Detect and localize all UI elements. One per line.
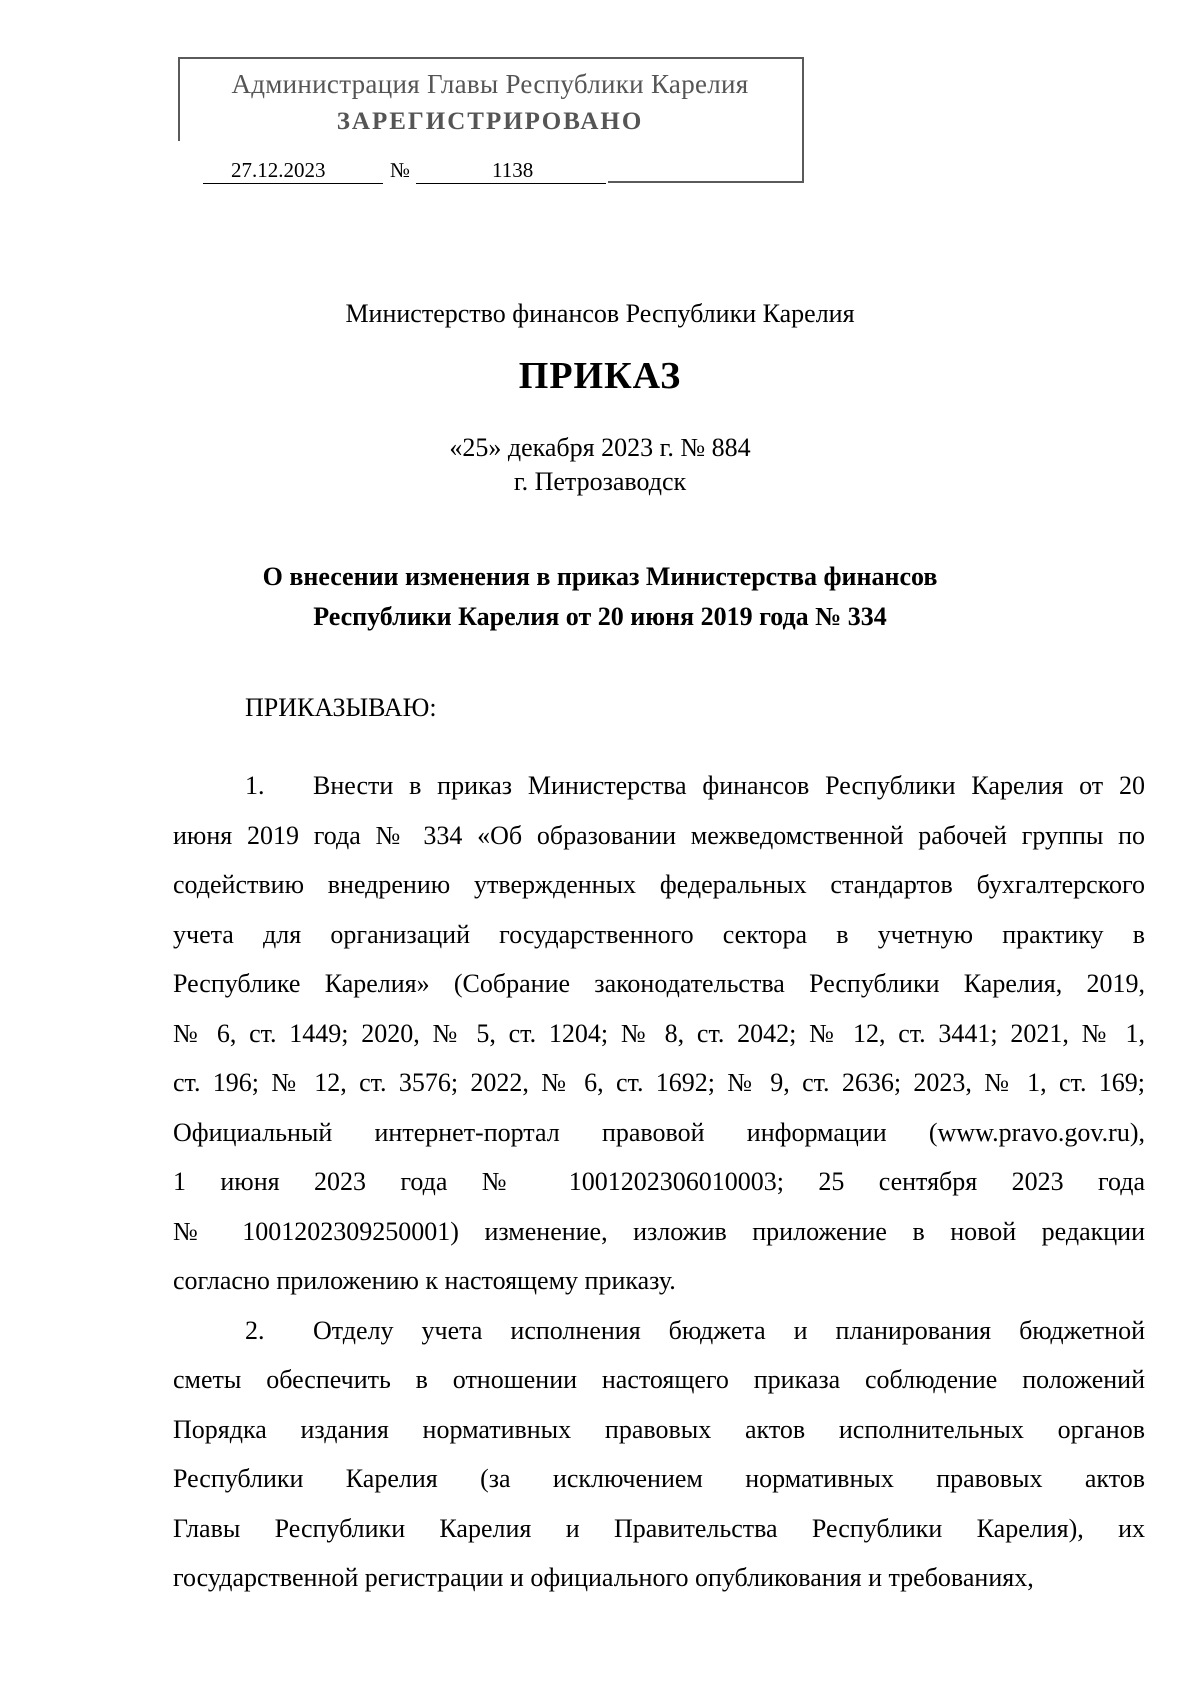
order-word: ПРИКАЗЫВАЮ: (245, 693, 437, 722)
stamp-organization: Администрация Главы Республики Карелия (231, 69, 749, 99)
paragraph-1-line: № 6, ст. 1449; 2020, № 5, ст. 1204; № 8, ст. 2042; № 12, ст. 3441; 2021, № 1, (173, 1018, 1145, 1048)
paragraph-2-line: государственной регистрации и официального опубликования и требованиях, (173, 1563, 1034, 1592)
paragraph-1-line: согласно приложению к настоящему приказу. (173, 1266, 676, 1295)
paragraph-1-line: июня 2019 года № 334 «Об образовании межведомственной рабочей группы по (173, 820, 1145, 850)
order-heading (0, 557, 1200, 637)
paragraph-2 (173, 1306, 1145, 1603)
stamp-number: 1138 (416, 158, 606, 184)
registration-stamp (178, 57, 804, 183)
paragraph-1-line: 1 июня 2023 года № 1001202306010003; 25 сентября 2023 года (173, 1167, 1145, 1196)
paragraph-2-line (173, 1306, 1145, 1356)
stamp-bottom-border (608, 181, 802, 183)
paragraph-number: 1. (245, 771, 265, 800)
document-title: ПРИКАЗ (518, 355, 682, 397)
paragraph-2-line: сметы обеспечить в отношении настоящего приказа соблюдение положений (173, 1365, 1145, 1394)
order-city: г. Петрозаводск (513, 467, 687, 496)
paragraph-1-line: Официальный интернет-портал правовой информации (www.pravo.gov.ru), (173, 1117, 1145, 1147)
order-date-number: «25» декабря 2023 г. № 884 (449, 433, 751, 462)
paragraph-1-line (173, 761, 1145, 811)
order-body (173, 761, 1145, 1603)
heading-line-1: О внесении изменения в приказ Министерства финансов (262, 562, 938, 591)
paragraph-1-line: учета для организаций государственного сектора в учетную практику в (173, 919, 1145, 949)
paragraph-2-line: Порядка издания нормативных правовых актов исполнительных органов (173, 1414, 1145, 1444)
paragraph-1-line: № 1001202309250001) изменение, изложив приложение в новой редакции (173, 1216, 1145, 1246)
stamp-status: ЗАРЕГИСТРИРОВАНО (336, 108, 644, 135)
paragraph-1-line: содействию внедрению утвержденных федеральных стандартов бухгалтерского (173, 870, 1145, 899)
paragraph-1 (173, 761, 1145, 1306)
ministry-name: Министерство финансов Республики Карелия (345, 299, 855, 328)
paragraph-1-line: Республике Карелия» (Собрание законодательства Республики Карелия, 2019, (173, 969, 1145, 998)
paragraph-2-line: Республики Карелия (за исключением нормативных правовых актов (173, 1464, 1145, 1493)
paragraph-number: 2. (245, 1315, 265, 1345)
stamp-number-sign: № (390, 158, 411, 182)
heading-line-2: Республики Карелия от 20 июня 2019 года № 334 (313, 602, 887, 631)
paragraph-2-line: Главы Республики Карелия и Правительства Республики Карелия), их (173, 1513, 1145, 1543)
paragraph-first-line-text: Внести в приказ Министерства финансов Республики Карелия от 20 (313, 771, 1145, 800)
paragraph-first-line-text: Отделу учета исполнения бюджета и планирования бюджетной (313, 1315, 1145, 1345)
stamp-date: 27.12.2023 (203, 158, 383, 184)
paragraph-1-line: ст. 196; № 12, ст. 3576; 2022, № 6, ст. 1692; № 9, ст. 2636; 2023, № 1, ст. 169; (173, 1068, 1145, 1097)
